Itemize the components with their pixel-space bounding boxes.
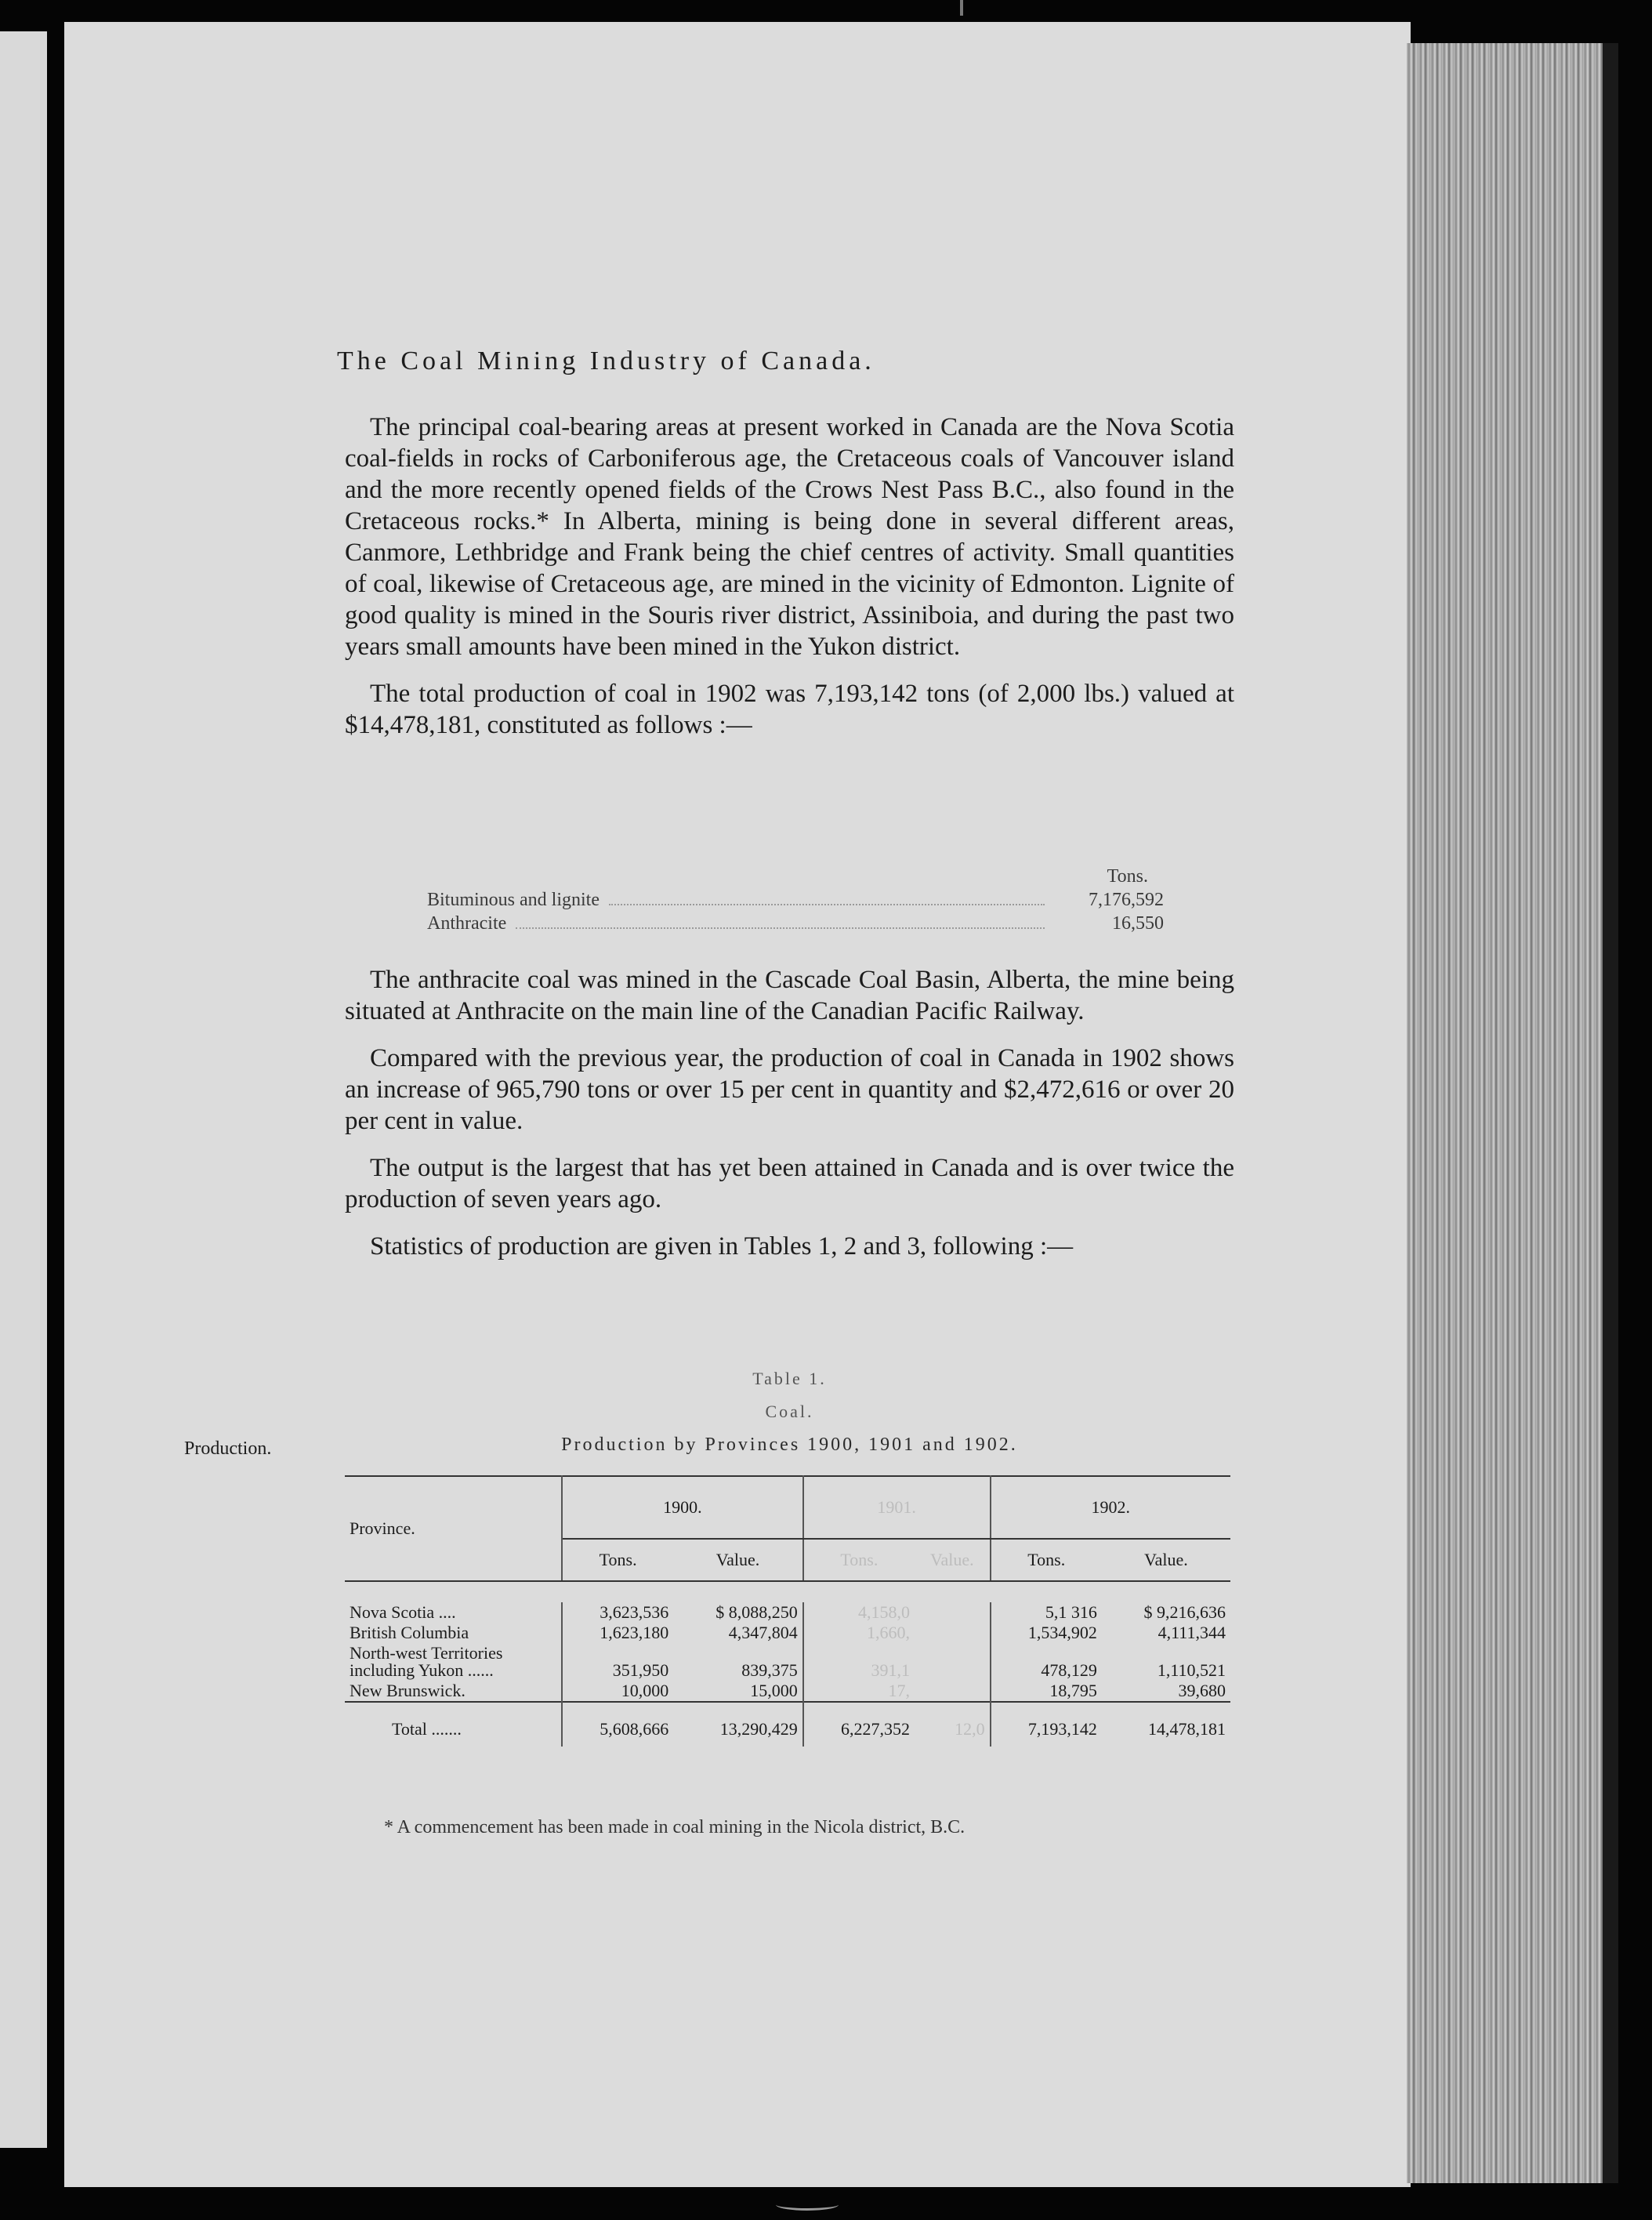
cell [915,1623,991,1643]
paragraph: The output is the largest that has yet been attained in Canada and is over twice the production of seven years ago. [345,1154,1234,1213]
cell: 4,347,804 [728,1623,798,1642]
leader-dots [516,912,1045,929]
cell: 351,950 [562,1643,673,1681]
cell: 12,0 [915,1702,991,1747]
footnote: * A commencement has been made in coal mining in the Nicola district, B.C. [384,1817,965,1837]
cell: 4,158,0 [803,1602,915,1623]
cell: 1,110,521 [1157,1660,1226,1680]
cell: 7,193,142 [991,1702,1102,1747]
cell [915,1681,991,1702]
cell: $ 8,088,250 [716,1602,798,1622]
table-caption [345,1362,1234,1461]
cell: 18,795 [991,1681,1102,1702]
total-row [345,1702,1230,1747]
table-row [345,1602,1230,1623]
scan-mark [960,0,963,16]
paragraph: The total production of coal in 1902 was 7,193,142 tons (of 2,000 lbs.) valued at $14,478,181, constituted as follows :— [345,680,1234,739]
table-subtitle: Coal. [765,1402,814,1421]
province-cell: Nova Scotia .... [345,1602,562,1623]
cell: 39,680 [1178,1681,1226,1700]
tons-label: Anthracite [427,913,507,934]
table-title: Table 1. [752,1369,827,1388]
col-header-year: 1902. [991,1476,1230,1539]
table-caption-text: Production by Provinces 1900, 1901 and 1902. [561,1435,1018,1455]
col-header-tons: Tons. [562,1539,673,1581]
margin-note: Production. [184,1438,272,1459]
table-row [345,1681,1230,1702]
cell: 1,660, [803,1623,915,1643]
paragraph: Statistics of production are given in Tables 1, 2 and 3, following :— [370,1232,1074,1261]
cell: 839,375 [741,1660,798,1680]
tons-value: 16,550 [1112,913,1164,934]
cell: 14,478,181 [1102,1702,1230,1747]
cell: 1,623,180 [562,1623,673,1643]
province-cell: British Columbia [345,1623,562,1643]
cell [915,1643,991,1681]
spacer [345,1581,1230,1602]
tons-row [427,888,1164,912]
tons-breakdown [427,865,1164,935]
col-header-tons: Tons. [991,1539,1102,1581]
total-label: Total ....... [345,1702,562,1747]
col-header-year: 1900. [562,1476,803,1539]
col-header-tons: Tons. [803,1539,915,1581]
col-header-value: Value. [673,1539,803,1581]
cell: 17, [803,1681,915,1702]
cell: 5,608,666 [562,1702,673,1747]
leader-dots [609,888,1045,905]
col-header-value: Value. [1102,1539,1230,1581]
cell: 1,534,902 [991,1623,1102,1643]
intro-text [345,412,1234,756]
cell: 15,000 [750,1681,798,1700]
tons-row [427,912,1164,935]
cell: 478,129 [991,1643,1102,1681]
cell: 3,623,536 [562,1602,673,1623]
cell: 4,111,344 [1157,1623,1226,1642]
col-header-year: 1901. [803,1476,991,1539]
cell [915,1602,991,1623]
paragraph: The principal coal-bearing areas at present worked in Canada are the Nova Scotia coal-fields in rocks of Carboniferous age, the Cretaceous coals of Vancouver island and the more recently opened fields of the Crows Nest Pass B.C., also found in the Cretaceous rocks.* In Alberta, mining is being done in several different areas, Canmore, Lethbridge and Frank being the chief centres of activity. Small quantities of coal, likewise of Cretaceous age, are mined in the vicinity of Edmonton. Lignite of good quality is mined in the Souris river district, Assiniboia, and during the past two years small amounts have been mined in the Yukon district. [345,413,1234,661]
tons-header: Tons. [1107,866,1148,887]
col-header-value: Value. [915,1539,991,1581]
production-table [345,1475,1230,1747]
paragraph: Compared with the previous year, the production of coal in Canada in 1902 shows an increase of 965,790 tons or over 15 per cent in quantity and $2,472,616 or over 20 per cent in value. [345,1044,1234,1135]
cell: 10,000 [562,1681,673,1702]
province-cell: New Brunswick. [345,1681,562,1702]
table-row [345,1643,1230,1681]
page-edges [1407,43,1618,2183]
body-text [345,964,1234,1278]
scan-smudge [776,2199,839,2211]
cell: 13,290,429 [673,1702,803,1747]
table-row [345,1623,1230,1643]
cell: 391,1 [803,1643,915,1681]
adjacent-page-edge [0,31,47,2148]
tons-label: Bituminous and lignite [427,890,600,910]
cell: 5,1 316 [991,1602,1102,1623]
cell: 6,227,352 [803,1702,915,1747]
col-header-province: Province. [345,1476,562,1581]
paragraph: The anthracite coal was mined in the Cascade Coal Basin, Alberta, the mine being situated at Anthracite on the main line of the Canadian Pacific Railway. [345,966,1234,1025]
tons-value: 7,176,592 [1089,890,1164,910]
province-cell: North-west Territories including Yukon ...... [345,1643,562,1681]
cell: $ 9,216,636 [1143,1602,1226,1622]
page-heading: The Coal Mining Industry of Canada. [337,346,875,375]
